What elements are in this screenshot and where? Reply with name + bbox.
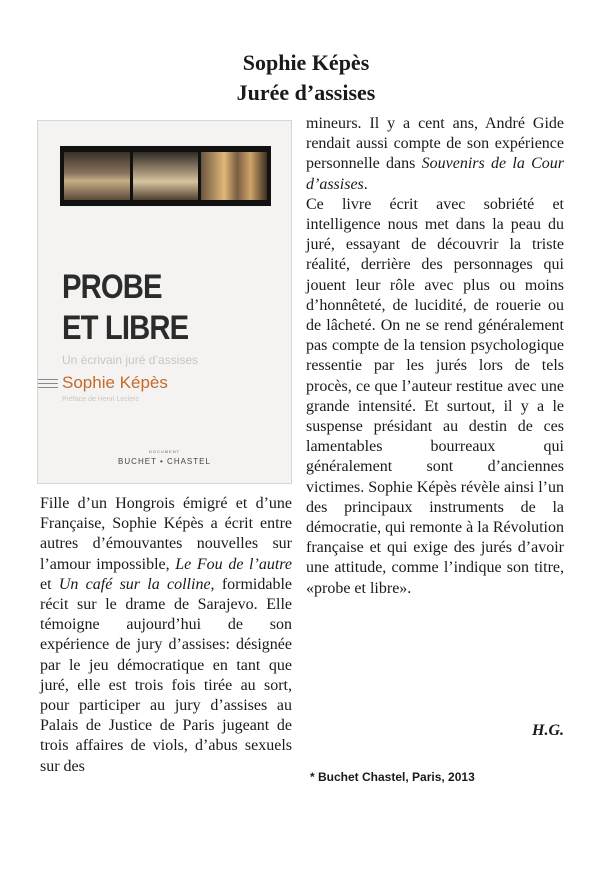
text-run: et [40, 575, 59, 593]
cover-publisher: BUCHET • CHASTEL [118, 457, 211, 466]
text-run: mineurs. Il y a cent ans, André Gide rendait aussi compte de son expérience personnelle dans [306, 115, 564, 173]
book-title: Souvenirs de la Cour d’assises [306, 155, 565, 193]
cover-author: Sophie Képès [62, 373, 168, 392]
text-run: , formidable récit sur le drame de Sarajevo. Elle témoigne aujourd’hui de son expérience de jury d’assises: désignée par le jeu démocratique en tant que juré, elle est trois fois tirée au sort, pour participer au jury d’assises au Palais de Justice de Paris jugeant de trois affaires de viols, d’abus sexuels sur des [40, 575, 293, 775]
article-title: Sophie Képès [242, 50, 370, 75]
cover-collection: DOCUMENT [148, 449, 181, 454]
cover-photo-courtroom-1 [64, 152, 130, 200]
article-subtitle: Jurée d’assises [236, 80, 376, 105]
book-cover-image [37, 120, 292, 484]
book-title: Un café sur la colline [58, 575, 211, 593]
cover-photo-courtroom-2 [133, 152, 199, 200]
book-title: Le Fou de l’autre [175, 555, 293, 573]
author-signature: H.G. [532, 722, 564, 739]
right-paragraph-2: Ce livre écrit avec sobriété et intelligence nous met dans la peau du juré, essayant de découvrir la triste réalité, derrière des personnages qui jouent leur rôle avec plus ou moins d’honnêteté, de lucidité, de rouerie ou de lâcheté. On ne se rend généralement pas compte de la tension psychologique ressentie par les jurés lors de tels procès, ce que l’auteur restitue avec une grande intensité. Et surtout, il y a le suspense présidant au destin de ces lamentables bourreaux qui généralement sont d’anciennes victimes. Sophie Képès révèle ainsi l’un des principaux instruments de la démocratie, qui remonte à la Révolution française et qui exige des jurés d’avoir une attitude, comme l’indique son titre, «probe et libre». [306, 195, 564, 597]
text-run: Fille d’un Hongrois émigré et d’une Française, Sophie Képès a écrit entre autres d’émouvantes nouvelles sur l’amour impossible, [40, 495, 292, 573]
article-right-column [306, 114, 564, 599]
cover-photo-strip [60, 146, 271, 206]
cover-title-line2: ET LIBRE [62, 309, 189, 347]
cover-dash-mark [38, 383, 58, 384]
publisher-footnote: * Buchet Chastel, Paris, 2013 [310, 770, 475, 784]
cover-byline: Préface de Henri Leclerc [62, 396, 140, 403]
right-paragraph-1 [306, 114, 564, 195]
cover-subtitle: Un écrivain juré d’assises [62, 353, 199, 367]
article-left-column [40, 494, 292, 777]
cover-photo-courtroom-3 [201, 152, 267, 200]
left-paragraph [40, 494, 292, 777]
text-run: . [363, 175, 368, 193]
cover-title-line1: PROBE [62, 268, 162, 306]
